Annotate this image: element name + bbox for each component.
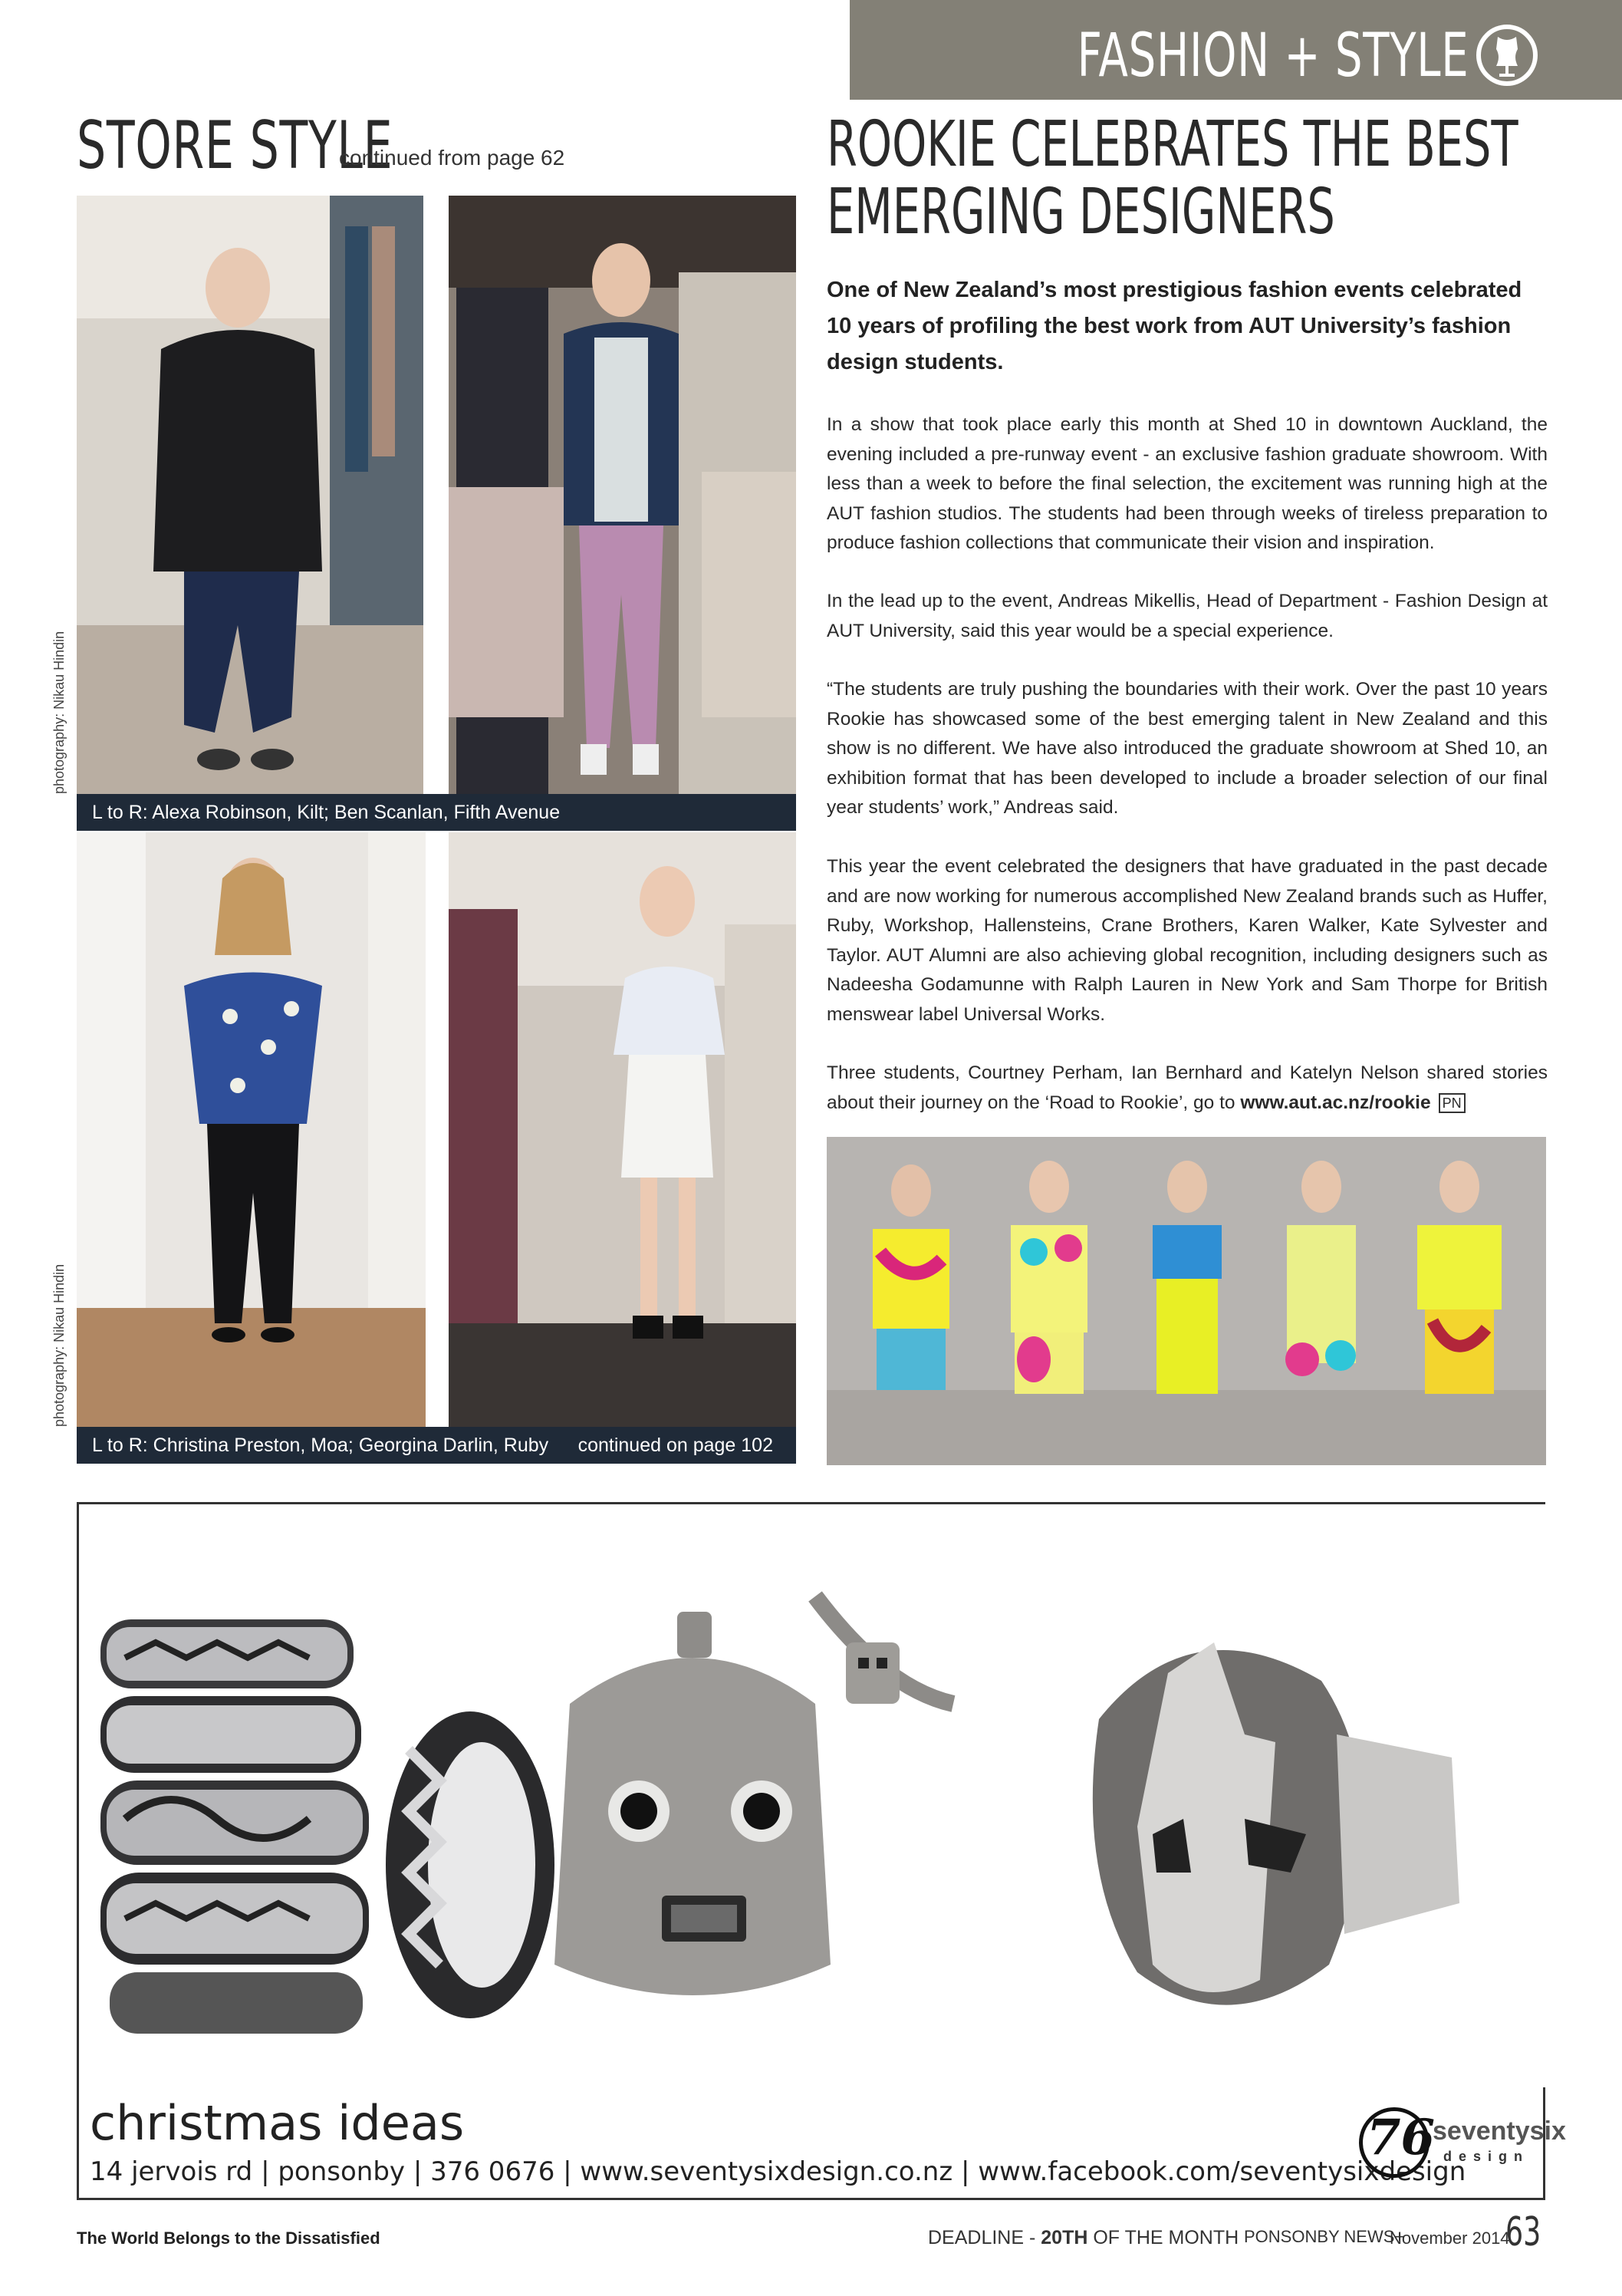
article-paragraph-2: In the lead up to the event, Andreas Mikellis, Head of Department - Fashion Design at AUT University, said this year would be a special experience. (827, 591, 1548, 641)
caption-bottom: L to R: Christina Preston, Moa; Georgina Darlin, Ruby (92, 1435, 549, 1456)
article-paragraph-3: “The students are truly pushing the boundaries with their work. Over the past 10 years Rookie has showcased some of the best emerging talent in New Zealand and this show is no different. We have also introduced the graduate showroom at Shed 10, an exhibition format that has been developed to include a broader selection of our final year students’ work,” Andreas said. (827, 679, 1548, 818)
page-number: 63 (1505, 2209, 1541, 2255)
logo-word: seventysix (1433, 2116, 1566, 2146)
article-paragraph-5 (827, 1059, 1548, 1118)
caption-top: L to R: Alexa Robinson, Kilt; Ben Scanlan, Fifth Avenue (92, 802, 561, 823)
article-paragraph-1: In a show that took place early this month at Shed 10 in downtown Auckland, the evening included a pre-runway event - an exclusive fashion graduate showroom. With less than a week to before the final selection, the excitement was running high at the AUT fashion studios. The students had been through weeks of tireless preparation to produce fashion collections that communicate their vision and inspiration. (827, 414, 1548, 553)
seventysix-logo (1359, 2103, 1566, 2179)
dress-form-icon (1476, 25, 1538, 86)
rookie-link[interactable]: www.aut.ac.nz/rookie (1240, 1092, 1431, 1113)
ad-contact-line[interactable]: 14 jervois rd | ponsonby | 376 0676 | www.seventysixdesign.co.nz | www.facebook.com/seventysixdesign (90, 2156, 1466, 2187)
caption-bar-top (77, 794, 796, 831)
photo-georgina-darlin (449, 832, 796, 1427)
ad-headline: christmas ideas (90, 2095, 465, 2151)
section-label: FASHION + STYLE (1077, 21, 1469, 91)
article-title-line-1: ROOKIE CELEBRATES THE BEST (827, 108, 1518, 181)
article-title (827, 108, 1563, 249)
article-paragraph-5-text: Three students, Courtney Perham, Ian Bernhard and Katelyn Nelson shared stories about their journey on the ‘Road to Rookie’, go to (827, 1062, 1548, 1113)
footer-deadline (928, 2227, 1239, 2249)
photo-rookie-models (827, 1137, 1546, 1465)
seventysix-advert[interactable] (77, 1502, 1566, 2200)
footer-magazine: PONSONBY NEWS+ (1244, 2227, 1405, 2246)
caption-bar-bottom (77, 1427, 796, 1464)
silver-rings-photo (79, 1504, 1548, 2087)
photo-christina-preston (77, 832, 426, 1427)
store-style-heading (77, 107, 565, 184)
deadline-prefix: DEADLINE - (928, 2227, 1041, 2248)
footer-motto: The World Belongs to the Dissatisfied (77, 2228, 380, 2248)
continued-from-note: continued from page 62 (339, 146, 565, 170)
deadline-suffix: OF THE MONTH (1087, 2227, 1239, 2248)
logo-sub: design (1443, 2149, 1530, 2164)
deadline-day: 20TH (1041, 2227, 1088, 2248)
article-paragraph-4: This year the event celebrated the designers that have graduated in the past decade and are now working for numerous accomplished New Zealand brands such as Huffer, Ruby, Workshop, Hallensteins, Crane Brothers, Karen Walker, Kate Sylvester and Taylor. AUT Alumni are also achieving global recognition, including designers such as Nadeesha Godamunne with Ralph Lauren in New York and Sam Thorpe for British menswear label Universal Works. (827, 856, 1548, 1025)
article-lede: One of New Zealand’s most prestigious fashion events celebrated 10 years of profiling the best work from AUT University’s fashion design students. (827, 278, 1522, 374)
store-style-title: STORE STYLE (77, 107, 393, 184)
photo-credit-top: photography: Nikau Hindin (51, 631, 67, 794)
section-header-band (850, 0, 1622, 100)
end-mark: PN (1439, 1093, 1466, 1113)
article-title-line-2: EMERGING DESIGNERS (827, 176, 1335, 249)
logo-number: 76 (1367, 2109, 1436, 2166)
photo-credit-bottom: photography: Nikau Hindin (51, 1263, 67, 1427)
photo-alexa-robinson (77, 196, 423, 794)
photo-ben-scanlan (449, 196, 796, 794)
continued-on-note: continued on page 102 (577, 1435, 773, 1456)
footer-date: November 2014 (1390, 2228, 1510, 2248)
